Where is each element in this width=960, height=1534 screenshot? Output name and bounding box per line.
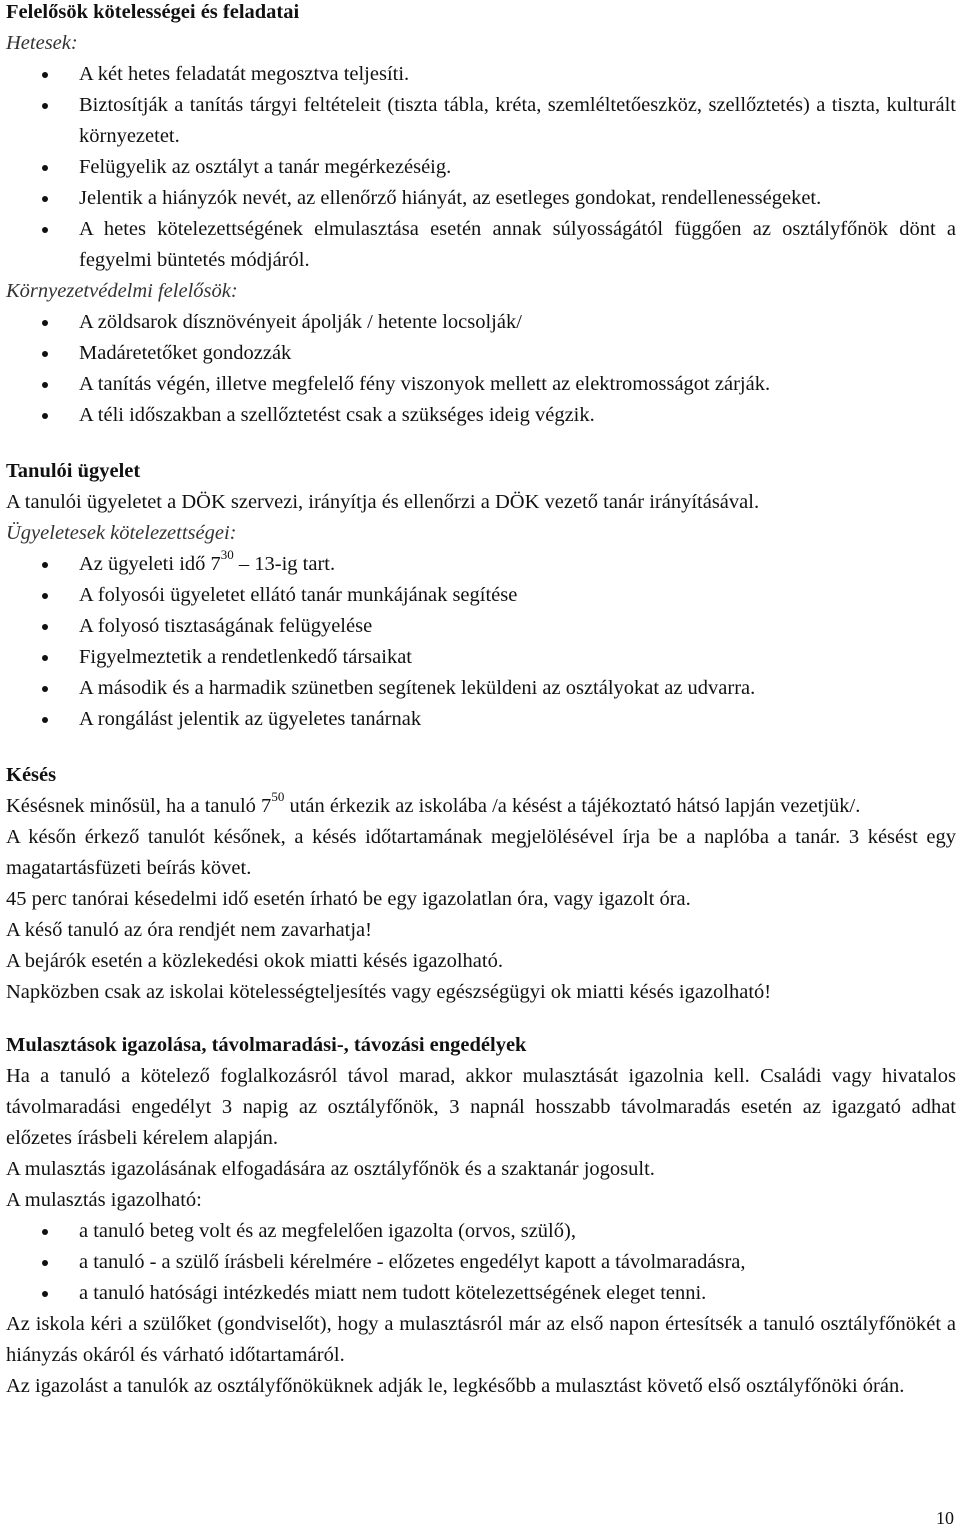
- section-title-mulasztasok: Mulasztások igazolása, távolmaradási-, távozási engedélyek: [6, 1034, 527, 1056]
- keses-definition: [6, 791, 956, 822]
- list-item: Figyelmeztetik a rendetlenkedő társaikat: [6, 642, 956, 673]
- list-item: a tanuló beteg volt és az megfelelően igazolta (orvos, szülő),: [6, 1216, 956, 1247]
- ugyelet-intro: A tanulói ügyeletet a DÖK szervezi, irányítja és ellenőrzi a DÖK vezető tanár irányításával.: [6, 491, 760, 513]
- list-item-ugyeleti-ido: [6, 549, 956, 580]
- section-title-keses: Késés: [6, 764, 57, 786]
- text: Az ügyeleti idő 7: [79, 553, 221, 575]
- paragraph: A mulasztás igazolásának elfogadására az osztályfőnök és a szaktanár jogosult.: [6, 1158, 655, 1180]
- list-item: Madáretetőket gondozzák: [6, 338, 956, 369]
- superscript: 50: [271, 789, 285, 805]
- paragraph: Az iskola kéri a szülőket (gondviselőt), hogy a mulasztásról már az első napon értesítsék a tanuló osztályfőnökét a hiányzás okáról és várható időtartamáról.: [6, 1313, 956, 1366]
- subheading-kornyezetvedelmi: Környezetvédelmi felelősök:: [6, 280, 238, 302]
- hetesek-list: [6, 59, 956, 276]
- paragraph: A mulasztás igazolható:: [6, 1189, 202, 1211]
- paragraph: Az igazolást a tanulók az osztályfőnöküknek adják le, legkésőbb a mulasztást követő első osztályfőnöki órán.: [6, 1375, 905, 1397]
- subheading-hetesek: Hetesek:: [6, 32, 78, 54]
- superscript: 30: [220, 547, 234, 563]
- list-item: A hetes kötelezettségének elmulasztása esetén annak súlyosságától függően az osztályfőnök dönt a fegyelmi büntetés módjáról.: [6, 214, 956, 276]
- text: után érkezik az iskolába /a késést a tájékoztató hátsó lapján vezetjük/.: [284, 795, 861, 817]
- list-item: Felügyelik az osztályt a tanár megérkezéséig.: [6, 152, 956, 183]
- list-item: Jelentik a hiányzók nevét, az ellenőrző hiányát, az esetleges gondokat, rendellenességeket.: [6, 183, 956, 214]
- list-item: A zöldsarok dísznövényeit ápolják / hetente locsolják/: [6, 307, 956, 338]
- section-title-felelosok: Felelősök kötelességei és feladatai: [6, 1, 300, 23]
- list-item: A rongálást jelentik az ügyeletes tanárnak: [6, 704, 956, 735]
- env-list: [6, 307, 956, 431]
- paragraph: A késő tanuló az óra rendjét nem zavarhatja!: [6, 919, 372, 941]
- text: – 13-ig tart.: [233, 553, 336, 575]
- list-item: A folyosói ügyeletet ellátó tanár munkájának segítése: [6, 580, 956, 611]
- document-page: [6, 0, 956, 1402]
- list-item: a tanuló - a szülő írásbeli kérelmére - előzetes engedélyt kapott a távolmaradásra,: [6, 1247, 956, 1278]
- mulasztas-list: [6, 1216, 956, 1309]
- paragraph: 45 perc tanórai késedelmi idő esetén írható be egy igazolatlan óra, vagy igazolt óra.: [6, 888, 691, 910]
- list-item: A második és a harmadik szünetben segítenek leküldeni az osztályokat az udvarra.: [6, 673, 956, 704]
- paragraph: A későn érkező tanulót későnek, a késés időtartamának megjelölésével írja be a naplóba a tanár. 3 késést egy magatartásfüzeti beírás követ.: [6, 826, 956, 879]
- list-item: A tanítás végén, illetve megfelelő fény viszonyok mellett az elektromosságot zárják.: [6, 369, 956, 400]
- list-item: A két hetes feladatát megosztva teljesíti.: [6, 59, 956, 90]
- paragraph: Ha a tanuló a kötelező foglalkozásról távol marad, akkor mulasztását igazolnia kell. Családi vagy hivatalos távolmaradási engedélyt 3 napig az osztályfőnök, 3 napnál hosszabb távolmaradás esetén az igazgató adhat előzetes írásbeli kérelem alapján.: [6, 1065, 956, 1149]
- text: Késésnek minősül, ha a tanuló 7: [6, 795, 272, 817]
- list-item: a tanuló hatósági intézkedés miatt nem tudott kötelezettségének eleget tenni.: [6, 1278, 956, 1309]
- paragraph: A bejárók esetén a közlekedési okok miatti késés igazolható.: [6, 950, 503, 972]
- section-title-tanuloi-ugyelet: Tanulói ügyelet: [6, 460, 141, 482]
- list-item: A téli időszakban a szellőztetést csak a szükséges ideig végzik.: [6, 400, 956, 431]
- ugyelet-list: [6, 549, 956, 735]
- list-item: Biztosítják a tanítás tárgyi feltételeit (tiszta tábla, kréta, szemléltetőeszköz, szellőztetés) a tiszta, kulturált környezetet.: [6, 90, 956, 152]
- page-number: 10: [936, 1508, 954, 1528]
- list-item: A folyosó tisztaságának felügyelése: [6, 611, 956, 642]
- paragraph: Napközben csak az iskolai kötelességteljesítés vagy egészségügyi ok miatti késés igazolható!: [6, 981, 772, 1003]
- subheading-ugyeletesek: Ügyeletesek kötelezettségei:: [6, 522, 237, 544]
